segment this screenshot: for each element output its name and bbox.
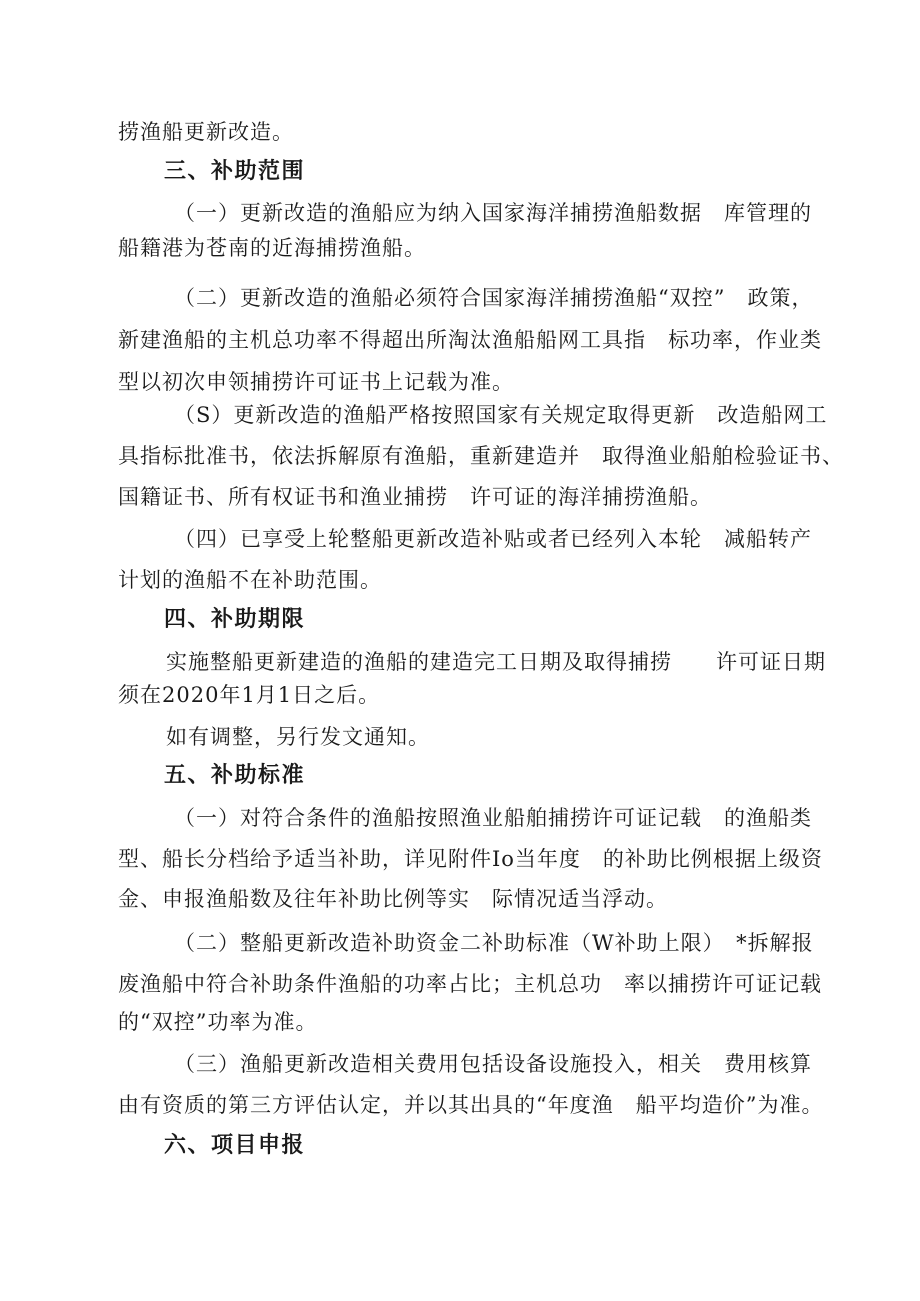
section-heading: 四、补助期限 (164, 607, 306, 632)
body-line: 计划的渔船不在补助范围。 (118, 568, 382, 592)
body-line: （二）更新改造的渔船必须符合国家海洋捕捞渔船“双控” 政策， (174, 286, 814, 310)
body-line: 废渔船中符合补助条件渔船的功率占比；主机总功 率以捕捞许可证记载 (118, 972, 822, 996)
body-line: 型、船长分档给予适当补助，详见附件Io当年度 的补助比例根据上级资 (118, 847, 823, 871)
body-line: 金、申报渔船数及往年补助比例等实 际情况适当浮动。 (118, 887, 668, 911)
section-heading: 五、补助标准 (164, 763, 306, 788)
section-heading: 三、补助范围 (164, 159, 306, 184)
body-line: 具指标批准书，依法拆解原有渔船，重新建造并 取得渔业船舶检验证书、 (118, 444, 844, 468)
body-line: （一）对符合条件的渔船按照渔业船舶捕捞许可证记载 的渔船类 (174, 806, 812, 830)
body-line: 国籍证书、所有权证书和渔业捕捞 许可证的海洋捕捞渔船。 (118, 485, 712, 509)
body-line: （四）已享受上轮整船更新改造补贴或者已经列入本轮 减船转产 (174, 527, 812, 551)
body-line: 捞渔船更新改造。 (118, 120, 294, 144)
body-line: 由有资质的第三方评估认定，并以其出具的“年度渔 船平均造价”为准。 (118, 1093, 824, 1117)
body-line: 船籍港为苍南的近海捕捞渔船。 (118, 236, 426, 260)
body-line: 须在2020年1月1日之后。 (118, 683, 381, 707)
body-line: （三）渔船更新改造相关费用包括设备设施投入，相关 费用核算 (174, 1052, 812, 1076)
body-line: 如有调整，另行发文通知。 (166, 725, 430, 749)
body-line: （S）更新改造的渔船严格按照国家有关规定取得更新 改造船网工 (174, 403, 828, 427)
body-line: 实施整船更新建造的渔船的建造完工日期及取得捕捞 许可证日期 (166, 650, 826, 674)
body-line: 的“双控”功率为准。 (118, 1010, 318, 1034)
body-line: （一）更新改造的渔船应为纳入国家海洋捕捞渔船数据 库管理的 (174, 201, 812, 225)
body-line: 新建渔船的主机总功率不得超出所淘汰渔船船网工具指 标功率，作业类 (118, 328, 822, 352)
body-line: 型以初次申领捕捞许可证书上记载为准。 (118, 370, 514, 394)
section-heading: 六、项目申报 (164, 1133, 306, 1158)
body-line: （二）整船更新改造补助资金二补助标准（W补助上限） *拆解报 (174, 931, 814, 955)
